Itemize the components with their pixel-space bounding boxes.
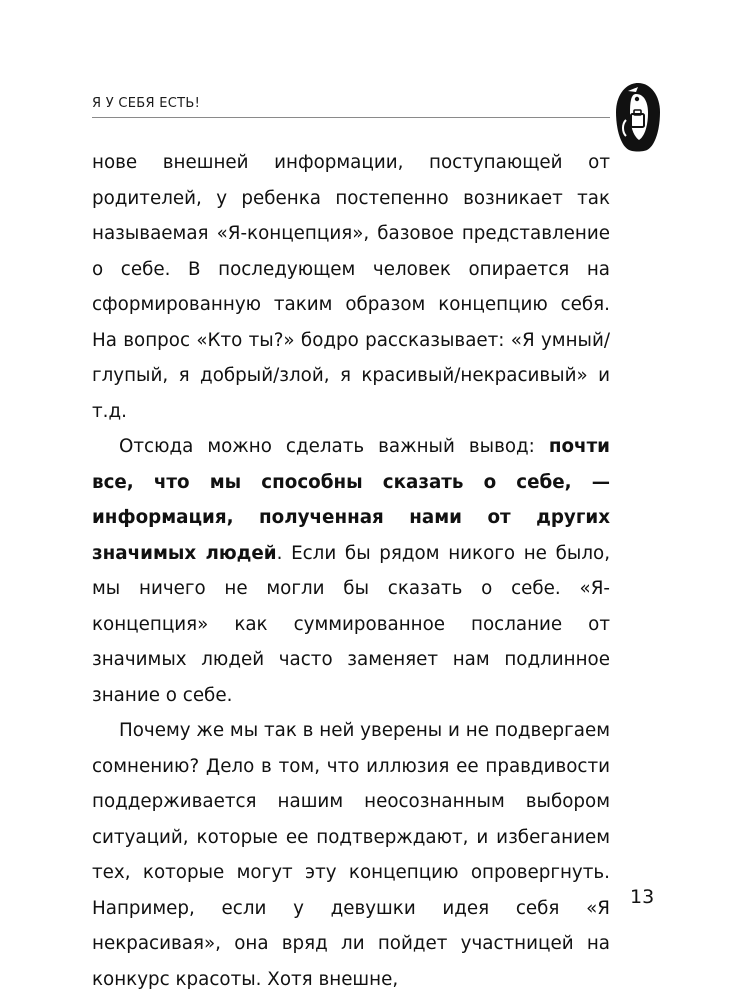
running-head-title: Я У СЕБЯ ЕСТЬ! (92, 96, 201, 111)
paragraph-2-start: Отсюда можно сделать важный вывод: (119, 436, 549, 457)
page-number: 13 (630, 886, 655, 908)
header-rule (92, 117, 610, 118)
paragraph-2-end: . Если бы рядом никого не было, мы ничего не могли бы сказать о себе. «Я-концепция» как суммированное послание от значимых людей часто заменяет нам подлинное знание о себе. (92, 542, 610, 706)
paragraph-1: нове внешней информации, поступающей от родителей, у ребенка постепенно возникает так называемая «Я-концепция», базовое представление о себе. В последующем человек опирается на сформированную таким образом концепцию себя. На вопрос «Кто ты?» бодро рассказывает: «Я умный/глупый, я добрый/злой, я красивый/некрасивый» и т.д. (92, 152, 610, 422)
paragraph-3: Почему же мы так в ней уверены и не подвергаем сомнению? Дело в том, что иллюзия ее правдивости поддерживается нашим неосознанным выбором ситуаций, которые ее подтверждают, и избеганием тех, которые могут эту концепцию опровергнуть. Например, если у девушки идея себя «Я некрасивая», она вряд ли пойдет участницей на конкурс красоты. Хотя внешне, (92, 720, 610, 990)
body-text (92, 145, 610, 997)
paragraph-2 (92, 429, 610, 713)
paragraph-2-bold: почти все, что мы способны сказать о себе, — информация, полученная нами от других значимых людей (92, 436, 610, 564)
penguin-logo-icon (614, 80, 662, 152)
